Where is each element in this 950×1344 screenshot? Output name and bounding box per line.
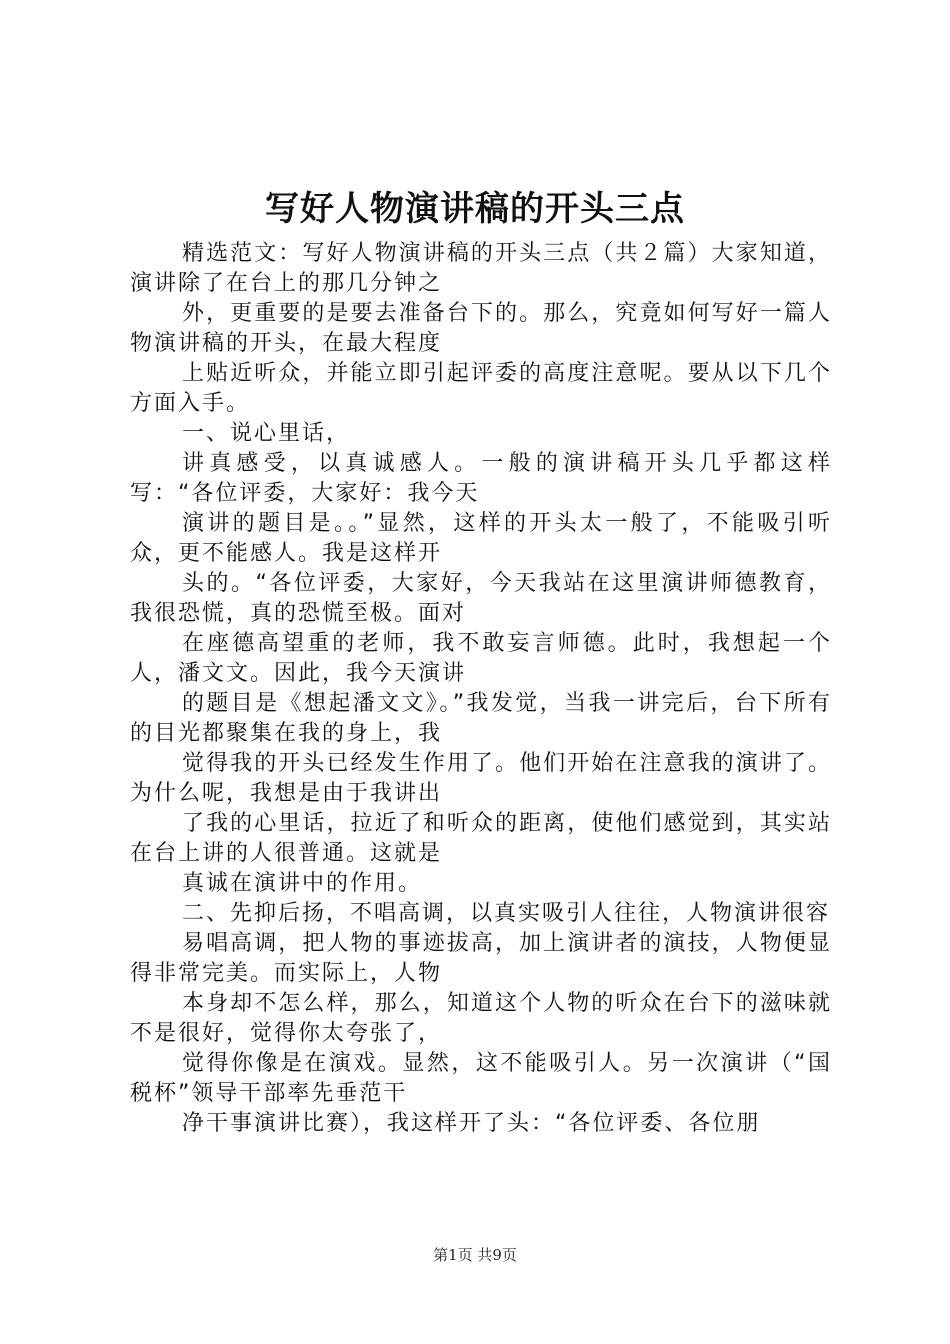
paragraph: 外，更重要的是要去准备台下的。那么，究竟如何写好一篇人物演讲稿的开头，在最大程度 [130, 301, 832, 356]
paragraph: 觉得我的开头已经发生作用了。他们开始在注意我的演讲了。为什么呢，我想是由于我讲出 [130, 751, 832, 806]
section-heading: 一、说心里话， [182, 421, 351, 446]
section-heading: 二、先抑后扬，不唱高调，以真实吸引人往往，人物演讲很容 [182, 901, 831, 926]
paragraph: 净干事演讲比赛），我这样开了头：“各位评委、各位朋 [182, 1111, 761, 1136]
paragraph: 头的。“各位评委，大家好，今天我站在这里演讲师德教育，我很恐慌，真的恐慌至极。面对 [130, 571, 832, 626]
paragraph: 了我的心里话，拉近了和听众的距离，使他们感觉到，其实站在台上讲的人很普通。这就是 [130, 811, 832, 866]
paragraph: 真诚在演讲中的作用。 [182, 871, 423, 896]
page-number-footer: 第1页 共9页 [433, 1246, 517, 1264]
document-body [130, 239, 832, 1139]
paragraph: 本身却不怎么样，那么，知道这个人物的听众在台下的滋味就不是很好，觉得你太夸张了， [130, 991, 832, 1046]
paragraph: 易唱高调，把人物的事迹拔高，加上演讲者的演技，人物便显得非常完美。而实际上，人物 [130, 931, 832, 986]
paragraph: 的题目是《想起潘文文》。”我发觉，当我一讲完后，台下所有的目光都聚集在我的身上，我 [130, 691, 832, 746]
paragraph: 讲真感受，以真诚感人。一般的演讲稿开头几乎都这样写：“各位评委，大家好：我今天 [130, 451, 832, 506]
paragraph: 演讲的题目是。。”显然，这样的开头太一般了，不能吸引听众，更不能感人。我是这样开 [130, 511, 832, 566]
paragraph: 精选范文：写好人物演讲稿的开头三点（共２篇）大家知道，演讲除了在台上的那几分钟之 [130, 241, 832, 296]
document-title: 写好人物演讲稿的开头三点 [265, 189, 685, 229]
paragraph: 在座德高望重的老师，我不敢妄言师德。此时，我想起一个人，潘文文。因此，我今天演讲 [130, 631, 832, 686]
paragraph: 觉得你像是在演戏。显然，这不能吸引人。另一次演讲（“国税杯”领导干部率先垂范干 [130, 1051, 832, 1106]
paragraph: 上贴近听众，并能立即引起评委的高度注意呢。要从以下几个方面入手。 [130, 361, 832, 416]
